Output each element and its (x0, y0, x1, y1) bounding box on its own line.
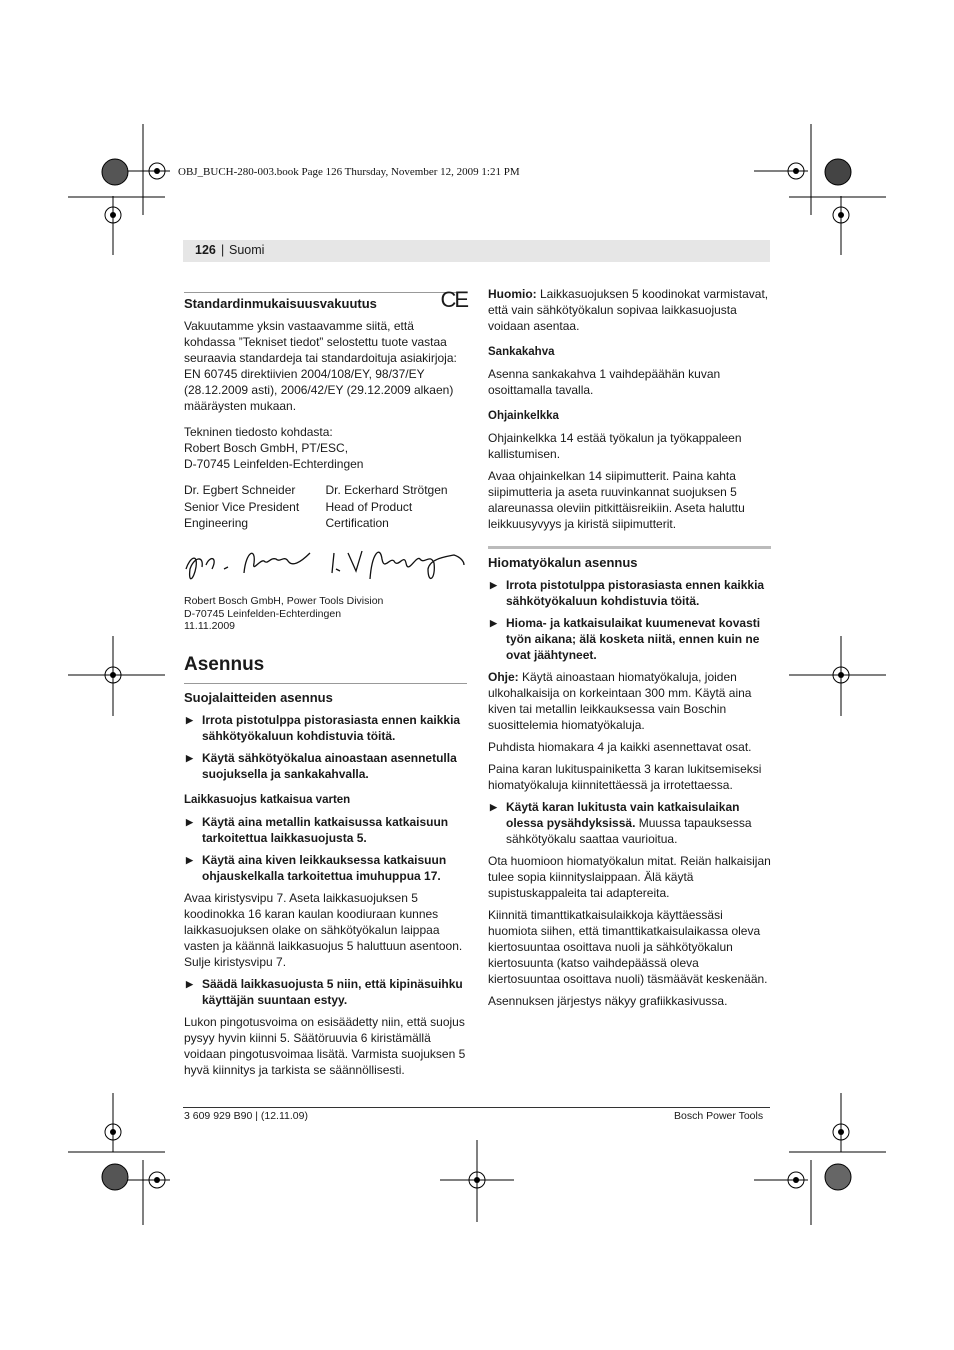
signature-address: D-70745 Leinfelden-Echterdingen (184, 607, 342, 620)
list-item: ▶ Käytä aina metallin katkaisussa katkaisuun tarkoitettua laikkasuojusta 5. (186, 814, 449, 845)
guards-heading: Suojalaitteiden asennus (184, 683, 467, 706)
footer-divider (183, 1107, 770, 1108)
footer-brand: Bosch Power Tools (674, 1110, 764, 1122)
order-text: Asennuksen järjestys näkyy grafiikkasivussa. (488, 994, 728, 1008)
tech-file-label: Tekninen tiedosto kohdasta: (184, 425, 333, 439)
left-column (184, 287, 467, 1084)
signatures-image (184, 539, 467, 589)
instruction-label: Ohje: (488, 670, 519, 684)
sled-heading: Ohjainkelkka (488, 410, 559, 422)
arrow-right-icon: ▶ (490, 580, 497, 590)
list-item: ▶ Käytä karan lukitusta vain katkaisulaikan olessa pysähdyksissä. Muussa tapauksessa sähkötyökalu saattaa vaurioitua. (490, 800, 752, 846)
list-item: ▶ Irrota pistotulppa pistorasiasta ennen kaikkia sähkötyökaluun kohdistuvia töitä. (186, 712, 461, 743)
tech-file-address: D-70745 Leinfelden-Echterdingen (184, 457, 364, 471)
page-number: 126 (195, 243, 216, 257)
signer2-name: Dr. Eckerhard Strötgen (325, 483, 448, 497)
arrow-right-icon: ▶ (186, 816, 193, 827)
arrow-right-icon: ▶ (490, 802, 497, 812)
signer1-title1: Senior Vice President (184, 500, 300, 514)
diamond-text: Kiinnitä timanttikatkaisulaikkoja käyttäessäsi huomiota siihen, että timanttikatkaisulaikassa oleva kiertosuuntaa osoittava nuoli ja sähkötyökalun kiertosuunta (katso vaihdepäässä oleva kiertosuuntaa osoittava nuoli) täsmäävät keskenään. (488, 908, 768, 986)
list-item: ▶ Käytä sähkötyökalua ainoastaan asennetulla suojuksella ja sankakahvalla. (186, 750, 457, 781)
cutting-guard-heading: Laikkasuojus katkaisua varten (184, 793, 351, 806)
assembly-title: Asennus (184, 653, 265, 675)
page-header (183, 240, 770, 262)
handle-text: Asenna sankakahva 1 vaihdepäähän kuvan osoittamalla tavalla. (488, 367, 721, 397)
right-column (488, 286, 771, 1015)
note-label: Huomio: (488, 287, 537, 301)
clean-text: Puhdista hiomakara 4 ja kaikki asennettavat osat. (488, 740, 752, 754)
list-item: ▶ Säädä laikkasuojusta 5 niin, että kipinäsuihku käyttäjän suuntaan estyy. (186, 976, 463, 1007)
signer1-title2: Engineering (184, 516, 249, 530)
conformity-heading: Standardinmukaisuusvakuutus CE (184, 287, 467, 312)
handle-heading: Sankakahva (488, 346, 555, 358)
signer2-title1: Head of Product (325, 500, 413, 514)
note-text: Laikkasuojuksen 5 koodinokat varmistavat, että vain sähkötyökalun sopivaa laikkasuojusta voidaan asentaa. (488, 287, 769, 333)
list-item: ▶ Irrota pistotulppa pistorasiasta ennen kaikkia sähkötyökaluun kohdistuvia töitä. (490, 578, 765, 608)
ce-mark-icon: CE (440, 287, 467, 312)
list-item: ▶ Käytä aina kiven leikkauksessa katkaisuun ohjauskelkalla tarkoitettua imuhuppua 17. (186, 852, 447, 883)
guard-text: Avaa kiristysvipu 7. Aseta laikkasuojuksen 5 koodinokka 16 karan kaulan koodiuraan kunnes laikkasuojuksen olake on sähkötyökalun laippaa vasten ja käännä laikkasuojus 5 haluttuun asentoon. Sulje kiristysvipu 7. (184, 890, 463, 969)
signer1-name: Dr. Egbert Schneider (184, 483, 296, 497)
header-separator: | (221, 243, 225, 257)
arrow-right-icon: ▶ (186, 854, 193, 865)
section-name: Suomi (229, 243, 265, 257)
dimensions-text: Ota huomioon hiomatyökalun mitat. Reiän halkaisijan tulee sopia kiinnityslaippaan. Älä käytä supistuskappaleita tai adaptereita. (488, 854, 771, 900)
signature-company: Robert Bosch GmbH, Power Tools Division (184, 595, 384, 607)
arrow-right-icon: ▶ (186, 714, 193, 725)
signature-date: 11.11.2009 (184, 620, 235, 632)
tools-heading: Hiomatyökalun asennus (488, 546, 771, 571)
lock-text: Paina karan lukituspainiketta 3 karan lukitsemiseksi hiomatyökaluja kiinnitettäessä ja irrotettaessa. (488, 762, 762, 792)
arrow-right-icon: ▶ (186, 978, 193, 989)
signer2-title2: Certification (325, 516, 389, 530)
print-info: OBJ_BUCH-280-003.book Page 126 Thursday, November 12, 2009 1:21 PM (178, 166, 520, 178)
list-item: ▶ Hioma- ja katkaisulaikat kuumenevat kovasti työn aikana; älä kosketa niitä, ennen kuin ne ovat jäähtyneet. (490, 616, 761, 662)
signers (184, 482, 467, 531)
sled-text-1: Ohjainkelkka 14 estää työkalun ja työkappaleen kallistumisen. (488, 431, 742, 461)
sled-text-2: Avaa ohjainkelkan 14 siipimutterit. Paina kahta siipimutteria ja aseta ruuvinkannat suojuksen 5 alareunassa oleviin pitkittäisreikiin. Aseta haluttu leikkuusyvyys ja kiristä siipimutterit. (488, 469, 745, 531)
tension-text: Lukon pingotusvoima on esisäädetty niin, että suojus pysyy hyvin kiinni 5. Säätöruuvia 6 kiristämällä voidaan pingotusvoimaa lisätä. Varmista suojuksen 5 hyvä kiinnitys ja tarkista se säännöllisesti. (184, 1014, 466, 1077)
instruction-text: Käytä ainoastaan hiomatyökaluja, joiden ulkohalkaisija on korkeintaan 300 mm. Käytä aina kiven tai metallin leikkauksessa vain Boschin suosittelemia hiomatyökaluja. (488, 670, 752, 732)
arrow-right-icon: ▶ (186, 752, 193, 763)
conformity-text: Vakuutamme yksin vastaavamme siitä, että kohdassa ”Tekniset tiedot” selostettu tuote vastaa seuraavia standardeja tai standardoituja asiakirjoja: EN 60745 direktiivien 2004/108/EY, 98/37/EY (28.12.2009 asti), 2006/42/EY (29.12.2009 alkaen) määräysten mukaan. (184, 319, 457, 413)
tech-file-company: Robert Bosch GmbH, PT/ESC, (184, 441, 349, 455)
footer-code: 3 609 929 B90 | (12.11.09) (184, 1110, 308, 1122)
arrow-right-icon: ▶ (490, 618, 497, 628)
